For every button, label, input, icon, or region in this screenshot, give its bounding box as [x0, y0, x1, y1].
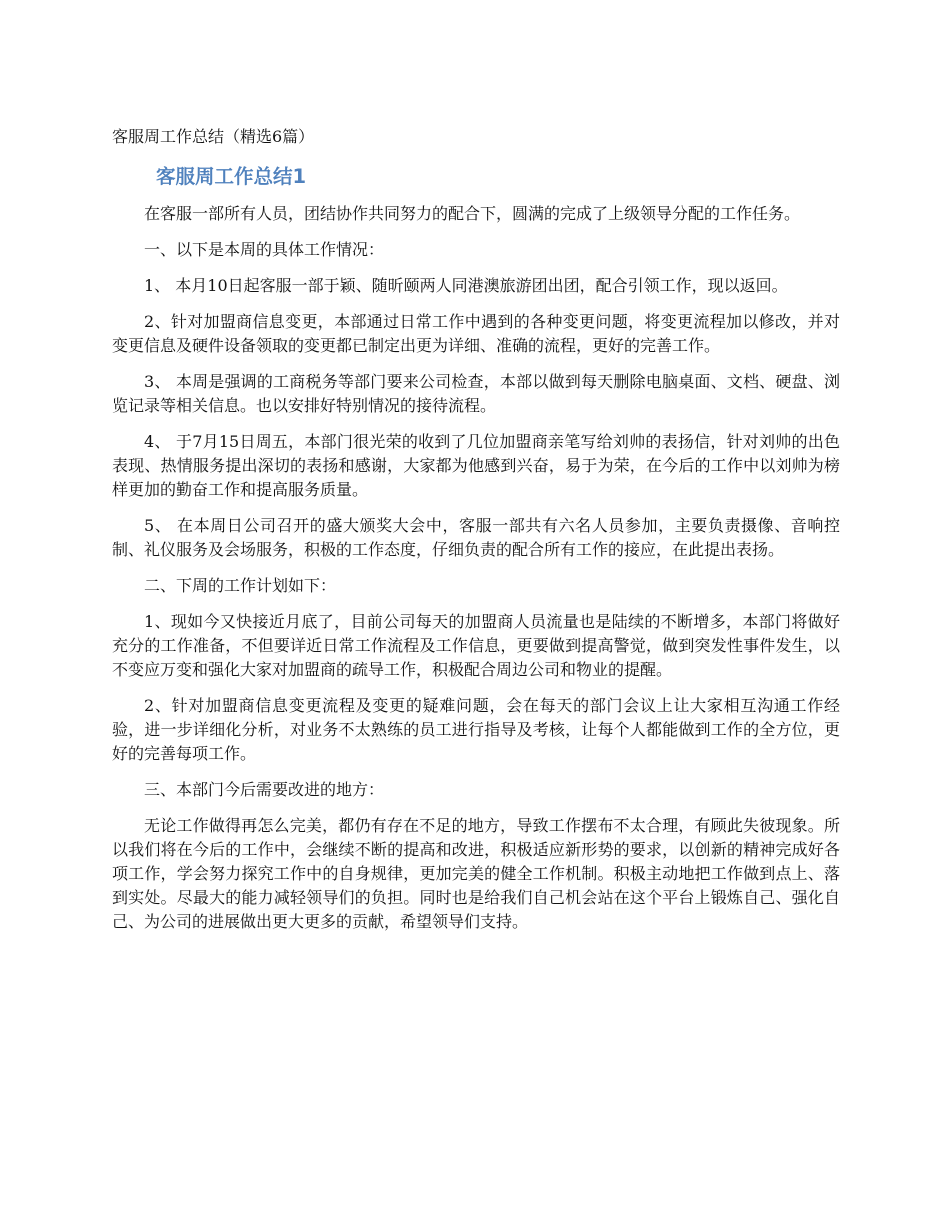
paragraph: 5、 在本周日公司召开的盛大颁奖大会中，客服一部共有六名人员参加，主要负责摄像、音响控制、礼仪服务及会场服务，积极的工作态度，仔细负责的配合所有工作的接应，在此提出表扬。 — [112, 516, 840, 559]
paragraph: 4、 于7月15日周五，本部门很光荣的收到了几位加盟商亲笔写给刘帅的表扬信，针对刘帅的出色表现、热情服务提出深切的表扬和感谢，大家都为他感到兴奋，易于为荣，在今后的工作中以刘帅为榜样更加的勤奋工作和提高服务质量。 — [112, 432, 840, 499]
paragraph: 2、针对加盟商信息变更，本部通过日常工作中遇到的各种变更问题，将变更流程加以修改，并对变更信息及硬件设备领取的变更都已制定出更为详细、准确的流程，更好的完善工作。 — [112, 312, 840, 355]
paragraph-intro: 在客服一部所有人员，团结协作共同努力的配合下，圆满的完成了上级领导分配的工作任务。 — [144, 204, 801, 223]
paragraph-heading-1: 一、以下是本周的具体工作情况： — [144, 240, 385, 259]
paragraph-heading-3: 三、本部门今后需要改进的地方： — [144, 780, 385, 799]
paragraph: 1、 本月10日起客服一部于颖、随昕颐两人同港澳旅游团出团，配合引领工作，现以返回。 — [144, 276, 788, 295]
paragraph: 3、 本周是强调的工商税务等部门要来公司检查，本部以做到每天删除电脑桌面、文档、硬盘、浏览记录等相关信息。也以安排好特别情况的接待流程。 — [112, 372, 840, 415]
section-heading: 客服周工作总结1 — [156, 165, 307, 188]
document-title: 客服周工作总结（精选6篇） — [112, 127, 315, 146]
paragraph: 1、现如今又快接近月底了，目前公司每天的加盟商人员流量也是陆续的不断增多，本部门将做好充分的工作准备，不但要详近日常工作流程及工作信息，更要做到提高警觉，做到突发性事件发生，以不变应万变和强化大家对加盟商的疏导工作，积极配合周边公司和物业的提醒。 — [112, 612, 840, 679]
paragraph: 2、针对加盟商信息变更流程及变更的疑难问题，会在每天的部门会议上让大家相互沟通工作经验，进一步详细化分析，对业务不太熟练的员工进行指导及考核，让每个人都能做到工作的全方位，更好的完善每项工作。 — [112, 696, 840, 763]
paragraph-heading-2: 二、下周的工作计划如下： — [144, 576, 337, 595]
document-body — [112, 202, 840, 946]
paragraph-conclusion: 无论工作做得再怎么完美，都仍有存在不足的地方，导致工作摆布不太合理，有顾此失彼现象。所以我们将在今后的工作中，会继续不断的提高和改进，积极适应新形势的要求，以创新的精神完成好各项工作，学会努力探究工作中的自身规律，更加完美的健全工作机制。积极主动地把工作做到点上、落到实处。尽最大的能力减轻领导们的负担。同时也是给我们自己机会站在这个平台上锻炼自己、强化自己、为公司的进展做出更大更多的贡献，希望领导们支持。 — [112, 816, 840, 931]
